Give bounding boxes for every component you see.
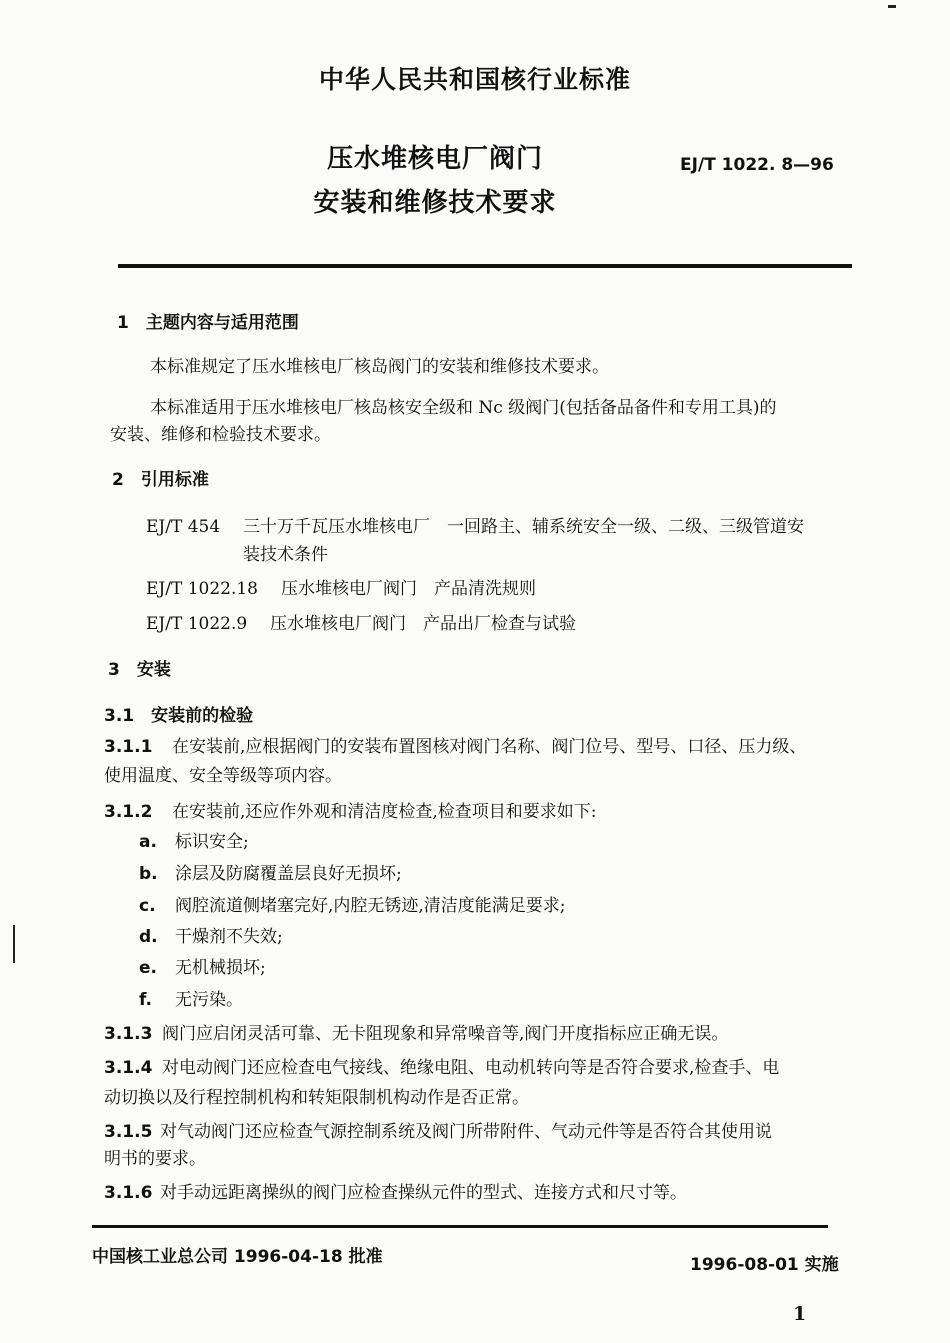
list-item-label: e.: [139, 958, 157, 978]
list-item-text: 标识安全;: [175, 832, 249, 852]
list-item-text: 无机械损坏;: [175, 958, 266, 978]
list-item-text: 无污染。: [175, 990, 243, 1010]
clause-number: 3.1.6: [104, 1183, 153, 1203]
reference-code: EJ/T 1022.9: [146, 614, 248, 634]
reference-title: 压水堆核电厂阀门 产品清洗规则: [281, 579, 536, 599]
section-1-heading: 1 主题内容与适用范围: [117, 313, 299, 333]
clause-3-1-5: [104, 1117, 772, 1147]
effective-date: 1996-08-01 实施: [690, 1255, 839, 1275]
scan-mark: [13, 925, 15, 963]
reference-1-continuation: 装技术条件: [243, 545, 328, 565]
clause-text: 在安装前,还应作外观和清洁度检查,检查项目和要求如下:: [172, 802, 597, 822]
clause-3-1-6: [104, 1178, 687, 1208]
reference-1: [146, 512, 804, 542]
reference-title: 三十万千瓦压水堆核电厂 一回路主、辅系统安全一级、二级、三级管道安: [243, 517, 804, 537]
section-3-heading: 3 安装: [108, 660, 171, 680]
clause-text: 对气动阀门还应检查气源控制系统及阀门所带附件、气动元件等是否符合其使用说: [160, 1122, 772, 1142]
section-1-para-2-line-1: 本标准适用于压水堆核电厂核岛核安全级和 Nc 级阀门(包括备品备件和专用工具)的: [150, 398, 777, 418]
clause-number: 3.1.5: [104, 1122, 153, 1142]
footer-rule: [92, 1225, 828, 1228]
clause-3-1-4: [104, 1053, 779, 1083]
clause-text: 对手动远距离操纵的阀门应检查操纵元件的型式、连接方式和尺寸等。: [160, 1183, 687, 1203]
list-item-e: [139, 953, 266, 983]
clause-3-1-3: [104, 1019, 728, 1049]
list-item-label: b.: [139, 864, 158, 884]
list-item-label: c.: [139, 896, 156, 916]
section-1-para-2-line-2: 安装、维修和检验技术要求。: [110, 425, 331, 445]
header-rule: [118, 264, 852, 268]
clause-text: 阀门应启闭灵活可靠、无卡阻现象和异常噪音等,阀门开度指标应正确无误。: [162, 1024, 729, 1044]
title-line-1: 压水堆核电厂阀门: [326, 144, 543, 174]
list-item-b: [139, 859, 402, 889]
list-item-label: d.: [139, 927, 158, 947]
clause-3-1-4-line-2: 动切换以及行程控制机构和转矩限制机构动作是否正常。: [104, 1088, 529, 1108]
list-item-f: [139, 985, 243, 1015]
list-item-c: [139, 891, 566, 921]
clause-text: 对电动阀门还应检查电气接线、绝缘电阻、电动机转向等是否符合要求,检查手、电: [162, 1058, 780, 1078]
reference-3: [146, 609, 576, 639]
clause-3-1-5-line-2: 明书的要求。: [104, 1149, 206, 1169]
list-item-a: [139, 827, 249, 857]
clause-3-1-2: [104, 797, 597, 827]
list-item-label: a.: [139, 832, 157, 852]
list-item-text: 涂层及防腐覆盖层良好无损坏;: [175, 864, 402, 884]
clause-3-1-1-line-2: 使用温度、安全等级等项内容。: [104, 766, 342, 786]
page-number: 1: [793, 1303, 807, 1325]
scan-mark: [888, 5, 896, 8]
reference-2: [146, 574, 536, 604]
list-item-text: 干燥剂不失效;: [175, 927, 283, 947]
reference-code: EJ/T 1022.18: [146, 579, 258, 599]
clause-number: 3.1.1: [104, 737, 153, 757]
clause-number: 3.1.2: [104, 802, 153, 822]
approval-date: 中国核工业总公司 1996-04-18 批准: [92, 1247, 383, 1267]
title-line-2: 安装和维修技术要求: [313, 188, 557, 218]
clause-number: 3.1.3: [104, 1024, 153, 1044]
standard-code: EJ/T 1022. 8—96: [680, 155, 834, 175]
subsection-3-1-heading: 3.1 安装前的检验: [104, 706, 254, 726]
section-1-para-1: 本标准规定了压水堆核电厂核岛阀门的安装和维修技术要求。: [150, 357, 609, 377]
clause-number: 3.1.4: [104, 1058, 153, 1078]
clause-3-1-1: [104, 732, 806, 762]
reference-code: EJ/T 454: [146, 517, 221, 537]
list-item-label: f.: [139, 990, 152, 1010]
clause-text: 在安装前,应根据阀门的安装布置图核对阀门名称、阀门位号、型号、口径、压力级、: [172, 737, 807, 757]
list-item-text: 阀腔流道侧堵塞完好,内腔无锈迹,清洁度能满足要求;: [175, 896, 566, 916]
standard-category: 中华人民共和国核行业标准: [318, 65, 631, 94]
list-item-d: [139, 922, 283, 952]
reference-title: 压水堆核电厂阀门 产品出厂检查与试验: [270, 614, 576, 634]
section-2-heading: 2 引用标准: [112, 470, 209, 490]
